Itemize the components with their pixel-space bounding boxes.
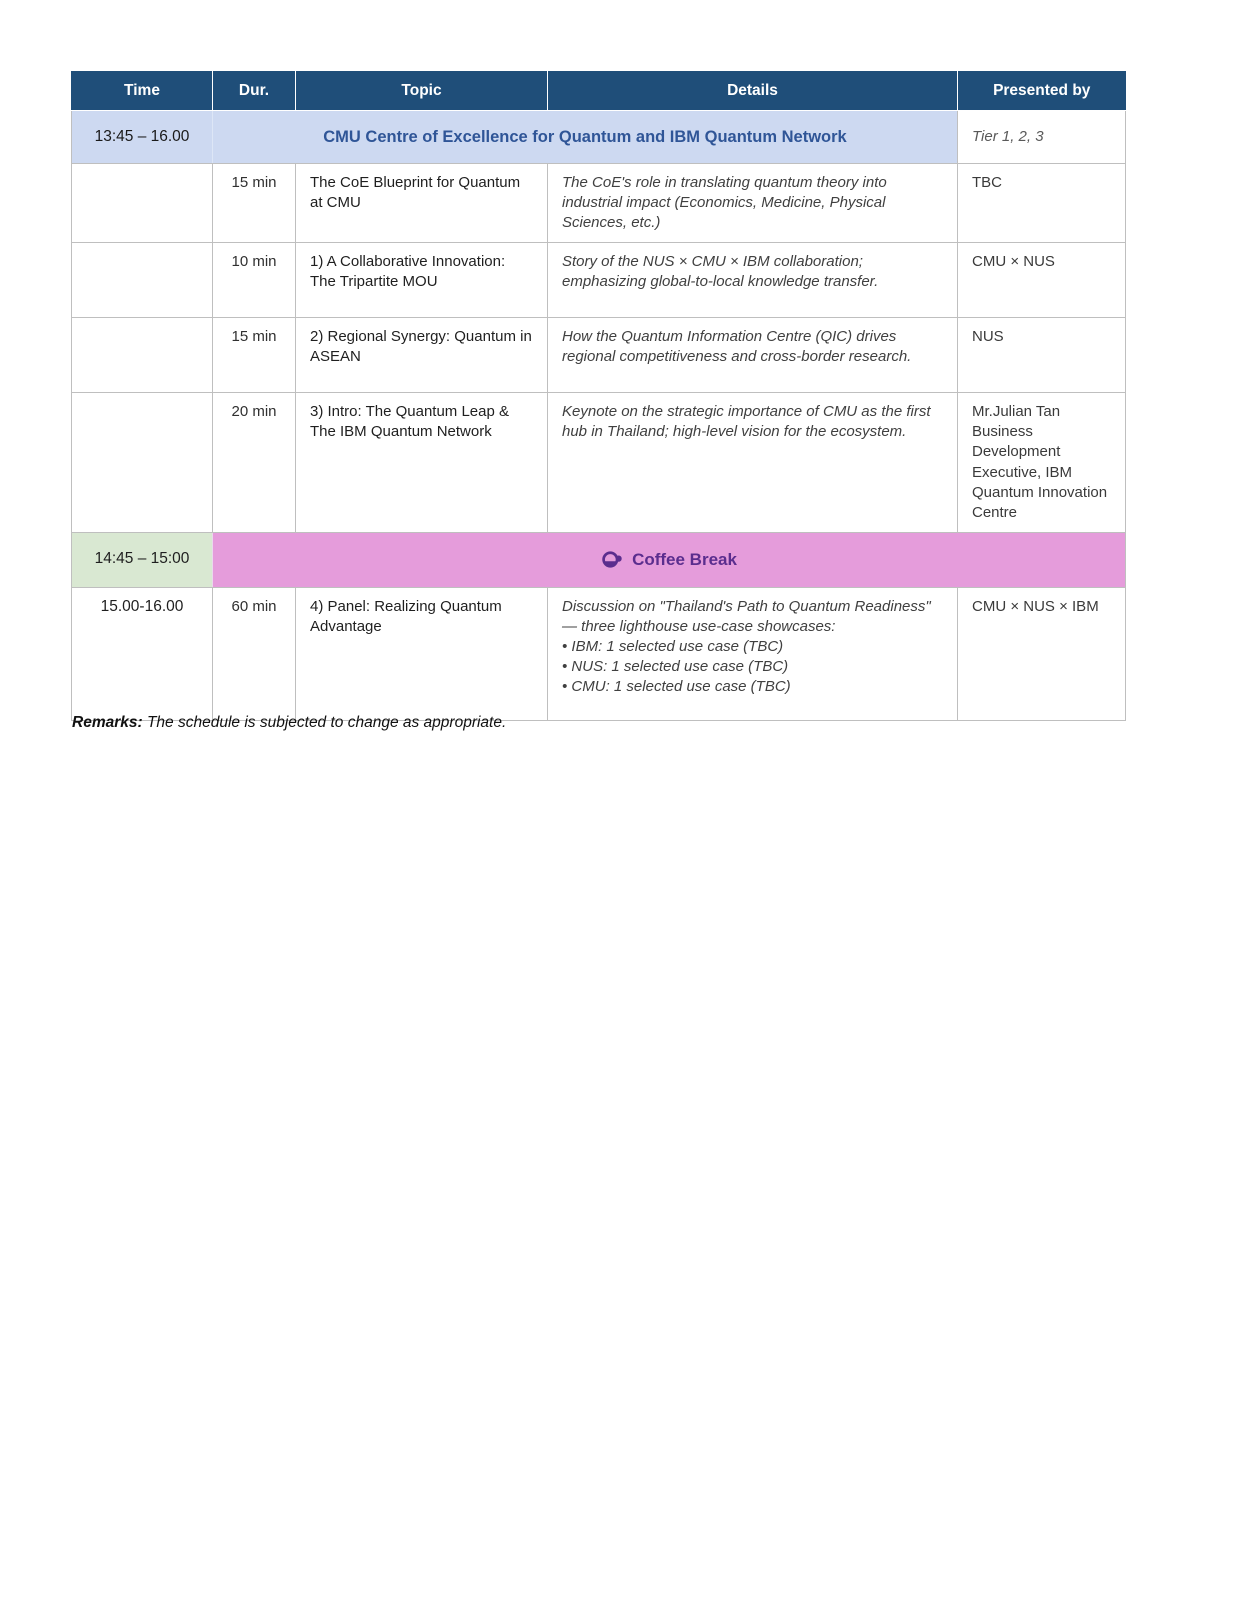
panel-details-intro: Discussion on "Thailand's Path to Quantum Readiness" — three lighthouse use-case showcases: [562,597,931,635]
dur-cell: 15 min [213,164,296,243]
break-label: Coffee Break [632,549,737,569]
panel-details-bullet: • NUS: 1 selected use case (TBC) [562,658,789,676]
dur-cell: 60 min [213,587,296,720]
details-cell: The CoE's role in translating quantum theory into industrial impact (Economics, Medicine, Physical Sciences, etc.) [548,164,958,243]
col-header-presented-by: Presented by [958,71,1126,111]
panel-details-bullet: • IBM: 1 selected use case (TBC) [562,638,784,656]
section-tier: Tier 1, 2, 3 [958,111,1126,164]
break-time: 14:45 – 15:00 [72,532,213,587]
presenter-cell: NUS [958,318,1126,393]
break-row [72,532,1126,587]
remarks-text: The schedule is subjected to change as appropriate. [142,714,507,731]
details-cell [548,587,958,720]
section-row [72,111,1126,164]
details-cell: Story of the NUS × CMU × IBM collaboration; emphasizing global-to-local knowledge transfer. [548,243,958,318]
time-cell [72,318,213,393]
topic-cell: The CoE Blueprint for Quantum at CMU [296,164,548,243]
break-cell [213,532,1126,587]
break-banner [601,549,737,572]
time-cell [72,164,213,243]
schedule-table [71,71,1126,721]
time-cell: 15.00-16.00 [72,587,213,720]
time-cell [72,393,213,533]
panel-row [72,587,1126,720]
dur-cell: 20 min [213,393,296,533]
topic-cell: 4) Panel: Realizing Quantum Advantage [296,587,548,720]
remarks-label: Remarks: [72,714,143,731]
details-cell: Keynote on the strategic importance of CMU as the first hub in Thailand; high-level vision for the ecosystem. [548,393,958,533]
topic-cell: 2) Regional Synergy: Quantum in ASEAN [296,318,548,393]
table-row [72,393,1126,533]
section-title: CMU Centre of Excellence for Quantum and IBM Quantum Network [213,111,958,164]
presenter-cell: CMU × NUS [958,243,1126,318]
header-row [72,71,1126,111]
col-header-time: Time [72,71,213,111]
table-row [72,164,1126,243]
col-header-details: Details [548,71,958,111]
presenter-cell: Mr.Julian Tan Business Development Executive, IBM Quantum Innovation Centre [958,393,1126,533]
details-cell: How the Quantum Information Centre (QIC) drives regional competitiveness and cross-border research. [548,318,958,393]
remarks [72,714,506,732]
presenter-cell: TBC [958,164,1126,243]
presenter-cell: CMU × NUS × IBM [958,587,1126,720]
time-cell [72,243,213,318]
table-row [72,243,1126,318]
table-row [72,318,1126,393]
dur-cell: 10 min [213,243,296,318]
dur-cell: 15 min [213,318,296,393]
col-header-topic: Topic [296,71,548,111]
topic-cell: 1) A Collaborative Innovation: The Tripartite MOU [296,243,548,318]
col-header-dur: Dur. [213,71,296,111]
coffee-cup-icon [601,549,623,570]
topic-cell: 3) Intro: The Quantum Leap & The IBM Quantum Network [296,393,548,533]
section-time: 13:45 – 16.00 [72,111,213,164]
panel-details-bullet: • CMU: 1 selected use case (TBC) [562,678,791,696]
